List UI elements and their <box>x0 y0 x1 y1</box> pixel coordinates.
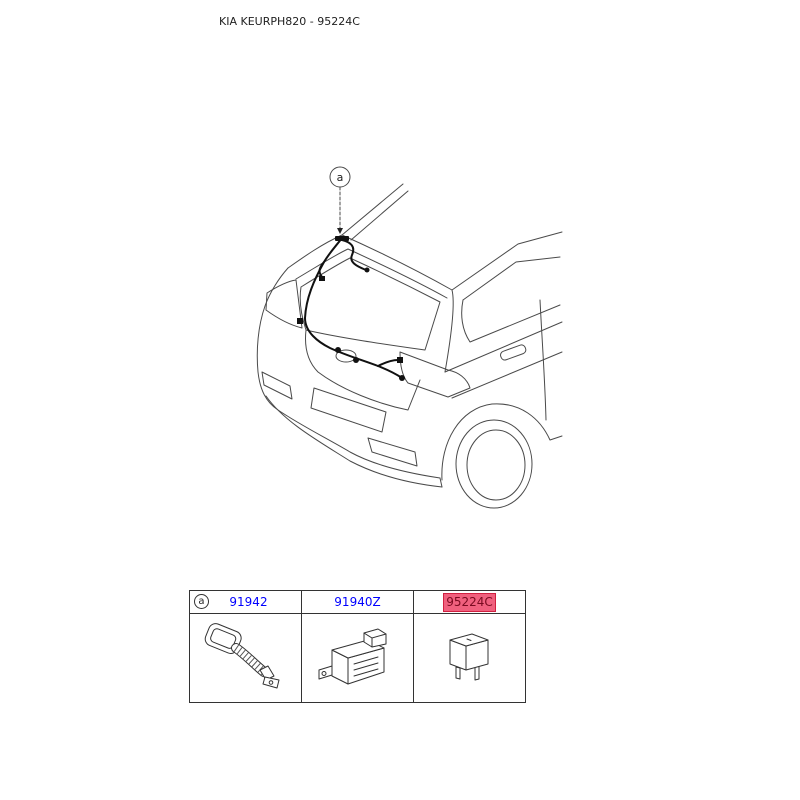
corrugated-tube-fill <box>236 648 264 672</box>
callout-label: a <box>336 171 344 184</box>
tailgate-lower-panel <box>306 330 421 410</box>
d-pillar <box>445 290 453 372</box>
part-image-cell[interactable] <box>190 614 301 702</box>
part-number-link[interactable]: 95224C <box>446 594 493 609</box>
relay-terminal <box>456 667 460 679</box>
part-column <box>302 591 414 702</box>
vehicle-roof <box>342 184 562 290</box>
harness-connector <box>397 357 403 363</box>
vehicle-right-side <box>442 257 562 508</box>
side-window-bottom <box>462 300 560 342</box>
vehicle-rear-illustration <box>250 160 570 510</box>
wheel-rim <box>467 430 525 500</box>
left-tail-lamp <box>266 280 302 328</box>
door-rear-edge <box>540 300 546 420</box>
part-header-cell <box>414 591 525 614</box>
part-number-link[interactable]: 91940Z <box>334 594 381 609</box>
roof-rail <box>351 191 408 240</box>
parts-table <box>189 590 526 703</box>
harness-branch-right <box>378 360 398 366</box>
door-handle <box>499 344 527 361</box>
side-window-top <box>463 257 560 300</box>
part-header-cell <box>190 591 301 614</box>
part-header-cell <box>302 591 413 614</box>
module-connector <box>364 629 386 647</box>
harness-connector <box>297 318 303 324</box>
wheel-arch <box>442 404 562 480</box>
right-tail-lamp <box>400 352 470 397</box>
wiring-harness <box>297 236 405 381</box>
bracket-hole <box>322 672 326 676</box>
harness-main-trunk <box>305 238 402 378</box>
right-rear-reflector <box>368 438 417 466</box>
side-crease <box>452 352 562 398</box>
harness-connector <box>365 268 370 273</box>
beltline <box>445 322 562 372</box>
harness-connector <box>319 276 325 281</box>
control-module-icon <box>302 614 412 702</box>
spoiler-top-edge <box>288 235 452 290</box>
left-rear-reflector <box>262 372 292 399</box>
part-image-cell[interactable] <box>414 614 525 702</box>
grommet-icon <box>190 614 300 702</box>
bumper-upper-line <box>278 410 440 478</box>
page-title: KIA KEURPH820 - 95224C <box>219 15 360 28</box>
relay-icon <box>414 614 524 702</box>
license-plate-recess <box>311 388 386 432</box>
part-image-cell[interactable] <box>302 614 413 702</box>
harness-connector <box>335 236 349 241</box>
rear-wheel <box>456 420 532 508</box>
callout-a-marker <box>330 167 350 234</box>
part-number-link[interactable]: 91942 <box>229 594 268 609</box>
part-column <box>190 591 302 702</box>
roof-right-edge <box>452 232 562 290</box>
rear-bumper <box>266 396 442 487</box>
part-column <box>414 591 525 702</box>
harness-connector <box>353 357 359 363</box>
callout-badge: a <box>194 594 209 609</box>
harness-connector <box>399 375 405 381</box>
harness-connector <box>335 347 341 353</box>
tab-hole <box>269 681 273 685</box>
roof-left-edge <box>342 184 403 235</box>
callout-arrow-icon <box>337 228 343 234</box>
relay-terminal <box>475 666 479 680</box>
